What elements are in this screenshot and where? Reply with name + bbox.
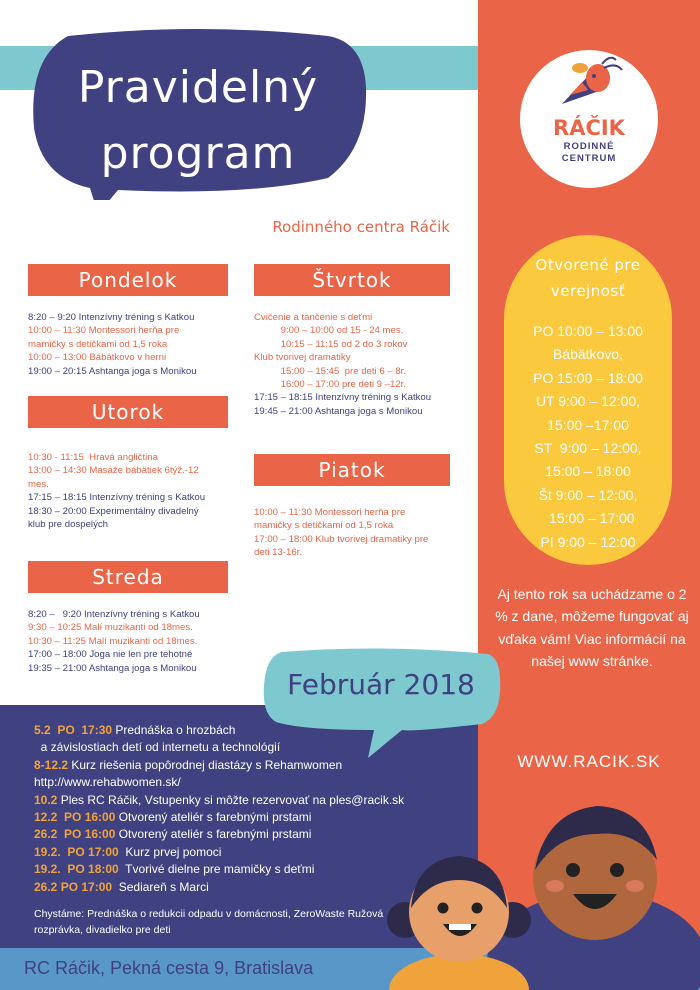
schedule-item: 17:00 – 18:00 Klub tvorivej dramatiky pre <box>254 533 429 545</box>
event-date: 12.2 PO 16:00 <box>34 810 116 825</box>
event-item <box>34 722 474 739</box>
hours-list <box>504 320 672 554</box>
event-item <box>34 757 474 774</box>
page-title-line1: Pravidelný <box>77 62 319 113</box>
children-illustration <box>385 790 700 990</box>
event-text: Prednáška o hrozbách <box>112 723 236 737</box>
upcoming-plans: Chystáme: Prednáška o redukcii odpadu v domácnosti, ZeroWaste Ružová rozprávka, divadielko pre deti <box>34 908 384 936</box>
day-heading-stvrtok: Štvrtok <box>254 264 450 296</box>
event-date: 19.2. PO 18:00 <box>34 862 119 877</box>
day-heading-piatok: Piatok <box>254 454 450 486</box>
hours-line: PO 15:00 – 18:00 <box>533 369 643 386</box>
hours-line: ST 9:00 – 12:00, <box>534 440 642 457</box>
schedule-item: 19:00 – 20:15 Ashtanga joga s Monikou <box>28 365 197 377</box>
event-text: Sediareň s Marci <box>112 879 209 894</box>
hours-title-line2: verejnosť <box>550 282 626 300</box>
schedule-piatok <box>254 506 476 560</box>
schedule-item: 10:00 – 11:30 Montessori herňa pre <box>28 325 180 337</box>
schedule-item: 19:45 – 21:00 Ashtanga joga s Monikou <box>254 405 423 417</box>
schedule-item: Klub tvorivej dramatiky <box>254 352 351 364</box>
month-title: Február 2018 <box>287 668 475 701</box>
hours-line: PO 10:00 – 13:00 <box>533 323 643 339</box>
schedule-item: deti 13-16r. <box>254 547 303 559</box>
schedule-item: 9:30 – 10:25 Malí muzikanti od 18mes. <box>28 622 193 634</box>
schedule-item: Cvičenie a tančenie s deťmi <box>254 312 373 323</box>
schedule-item: 19:35 – 21:00 Ashtanga joga s Monikou <box>28 662 197 674</box>
schedule-item: 8:20 – 9:20 Intenzívny tréning s Katkou <box>28 312 195 323</box>
event-text: a závislostiach detí od internetu a technológií <box>34 740 281 755</box>
schedule-item: klub pre dospelých <box>28 519 108 531</box>
schedule-item: 10:00 – 11:30 Montessori herňa pre <box>254 507 406 518</box>
schedule-item: 10:15 – 11:15 od 2 do 3 rokov <box>254 338 408 350</box>
event-item <box>34 774 474 791</box>
schedule-item: 16:00 – 17:00 pre deti 9 –12r. <box>254 379 407 391</box>
schedule-stvrtok <box>254 311 476 418</box>
page-title-line2: program <box>100 128 296 179</box>
hours-line: 15:00 – 18:00 <box>545 463 631 480</box>
event-date: 10.2 <box>34 792 58 807</box>
day-heading-utorok: Utorok <box>28 396 228 428</box>
event-text: Otvorený ateliér s farebnými prstami <box>115 810 312 825</box>
event-text: Tvorivé dielne pre mamičky s deťmi <box>118 862 315 877</box>
event-date: 5.2 PO 17:30 <box>34 723 113 737</box>
hours-line: Št 9:00 – 12:00, <box>538 486 638 503</box>
schedule-item: 17:15 – 18:15 Intenzívny tréning s Katkou <box>254 392 432 404</box>
hours-line: 15:00 –17:00 <box>547 416 629 433</box>
event-date: 26.2 PO 16:00 <box>34 827 116 842</box>
schedule-item: 17:00 – 18:00 Joga nie len pre tehotné <box>28 649 193 661</box>
event-date: 8-12.2 <box>34 757 69 772</box>
event-date: 26.2 PO 17:00 <box>34 879 113 894</box>
schedule-pondelok <box>28 311 248 378</box>
logo-subtitle-line2: CENTRUM <box>561 153 617 164</box>
schedule-item: 9:00 – 10:00 od 15 - 24 mes. <box>254 325 404 337</box>
event-date: 19.2. PO 17:00 <box>34 844 119 859</box>
schedule-item: 13:00 – 14:30 Masáže bábätiek 6týž.-12 <box>28 465 199 477</box>
schedule-item: mamičky s detičkami od 1,5 roka <box>254 520 394 532</box>
logo-subtitle-line1: RODINNÉ <box>563 141 615 152</box>
schedule-utorok <box>28 451 248 531</box>
event-link[interactable]: http://www.rehabwomen.sk/ <box>34 775 181 790</box>
tax-note: Aj tento rok sa uchádzame o 2 % z dane, môžeme fungovať aj vďaka vám! Viac informácií na našej www stránke. <box>495 586 689 670</box>
schedule-item: 17:15 – 18:15 Intenzívny tréning s Katkou <box>28 492 206 504</box>
day-heading-streda: Streda <box>28 561 228 593</box>
footer-address: RC Ráčik, Pekná cesta 9, Bratislava <box>24 958 314 978</box>
schedule-item: 15:00 – 15:45 pre deti 6 – 8r. <box>254 365 407 377</box>
event-item <box>34 739 474 756</box>
event-text: Kurz riešenia popôrodnej diastázy s Rehamwomen <box>68 757 343 772</box>
schedule-item: 10:30 - 11:15 Hravá angličtina <box>28 452 158 463</box>
schedule-item: mes. <box>28 478 49 490</box>
schedule-item: 10:30 – 11:25 Malí muzikanti od 18mes. <box>28 635 198 647</box>
bee-icon <box>558 54 624 116</box>
schedule-item: 10:00 – 13:00 Bábätkovo v herni <box>28 352 167 364</box>
event-text: Kurz prvej pomoci <box>118 844 222 859</box>
schedule-item: mamičky s detičkami od 1,5 roka <box>28 338 168 350</box>
website-link[interactable]: WWW.RACIK.SK <box>517 752 661 771</box>
hours-line: PI 9:00 – 12:00 <box>540 533 636 550</box>
hours-title-line1: Otvorené pre <box>535 256 641 274</box>
hours-line: Bábätkovo, <box>552 346 624 363</box>
event-text: Otvorený ateliér s farebnými prstami <box>115 827 312 842</box>
page-subtitle: Rodinného centra Ráčik <box>272 218 450 236</box>
schedule-item: 8:20 – 9:20 Intenzívny tréning s Katkou <box>28 609 200 620</box>
day-heading-pondelok: Pondelok <box>28 264 228 296</box>
event-text: Ples RC Ráčik, Vstupenky si môžte rezervovať na ples@racik.sk <box>57 792 405 807</box>
logo-name: RÁČIK <box>553 116 625 140</box>
hours-line: UT 9:00 – 12:00, <box>535 393 641 410</box>
schedule-item: 18:30 – 20:00 Experimentálny divadelný <box>28 505 199 517</box>
hours-line: 15:00 – 17:00 <box>541 510 635 527</box>
schedule-streda <box>28 608 258 675</box>
